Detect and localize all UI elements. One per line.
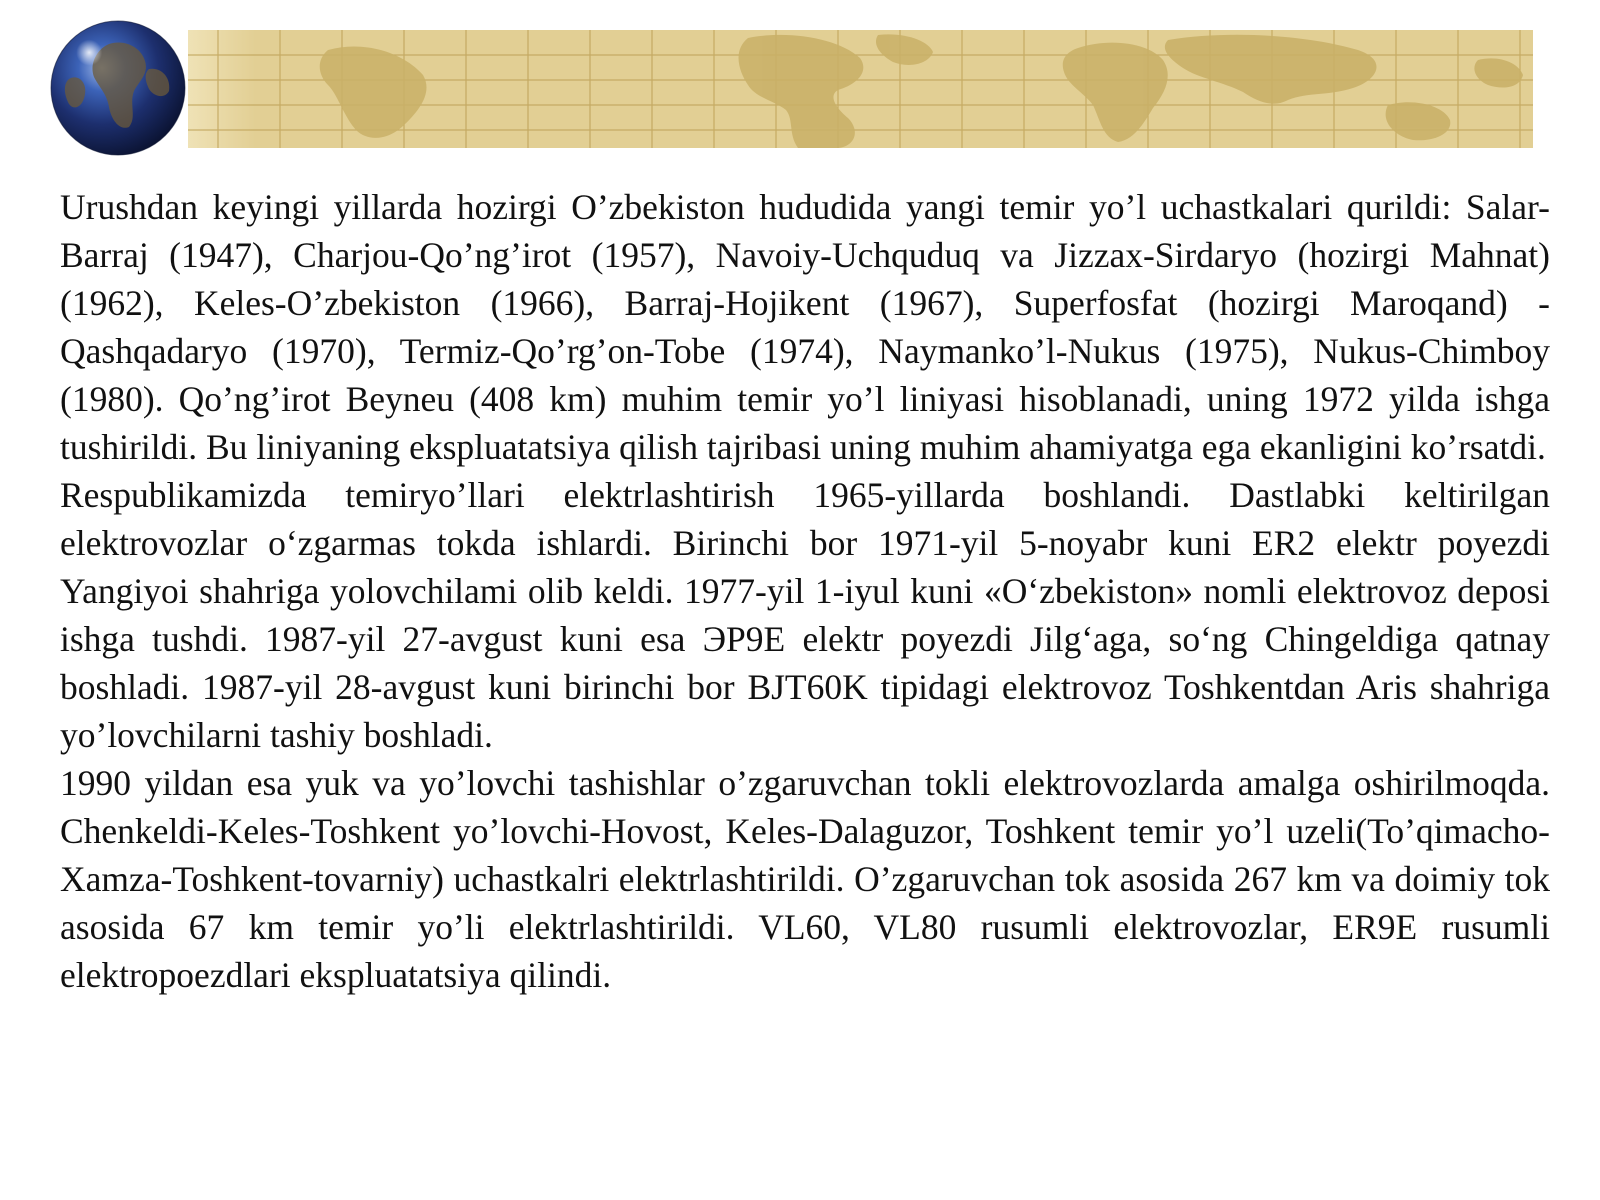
document-body [60, 183, 1550, 999]
paragraph-2: Respublikamizda temiryo’llari elektrlashtirish 1965-yillarda boshlandi. Dastlabki keltirilgan elektrovozlar o‘zgarmas tokda ishlardi. Birinchi bor 1971-yil 5-noyabr kuni ER2 elektr poyezdi Yangiyoi shahriga yolovchilami olib keldi. 1977-yil 1-iyul kuni «O‘zbekiston» nomli elektrovoz deposi ishga tushdi. 1987-yil 27-avgust kuni esa ЭР9Е elektr poyezdi Jilg‘aga, so‘ng Chingeldiga qatnay boshladi. 1987-yil 28-avgust kuni birinchi bor BJT60K tipidagi elektrovoz Toshkentdan Aris shahriga yo’lovchilarni tashiy boshladi. [60, 475, 1550, 755]
paragraph-3: 1990 yildan esa yuk va yo’lovchi tashishlar o’zgaruvchan tokli elektrovozlarda amalga oshirilmoqda. Chenkeldi-Keles-Toshkent yo’lovchi-Hovost, Keles-Dalaguzor, Toshkent temir yo’l uzeli(To’qimacho-Xamza-Toshkent-tovarniy) uchastkalri elektrlashtirildi. O’zgaruvchan tok asosida 267 km va doimiy tok asosida 67 km temir yo’li elektrlashtirildi. VL60, VL80 rusumli elektrovozlar, ER9E rusumli elektropoezdlari ekspluatatsiya qilindi. [60, 763, 1550, 995]
world-map-banner [188, 30, 1533, 148]
globe-icon [49, 19, 187, 157]
paragraph-1: Urushdan keyingi yillarda hozirgi O’zbekiston hududida yangi temir yo’l uchastkalari qurildi: Salar-Barraj (1947), Charjou-Qo’ng’irot (1957), Navoiy-Uchquduq va Jizzax-Sirdaryo (hozirgi Mahnat) (1962), Keles-O’zbekiston (1966), Barraj-Hojikent (1967), Superfosfat (hozirgi Maroqand) - Qashqadaryo (1970), Termiz-Qo’rg’on-Tobe (1974), Naymanko’l-Nukus (1975), Nukus-Chimboy (1980). Qo’ng’irot Beyneu (408 km) muhim temir yo’l liniyasi hisoblanadi, uning 1972 yilda ishga tushirildi. Bu liniyaning ekspluatatsiya qilish tajribasi uning muhim ahamiyatga ega ekanligini ko’rsatdi. [60, 187, 1550, 467]
